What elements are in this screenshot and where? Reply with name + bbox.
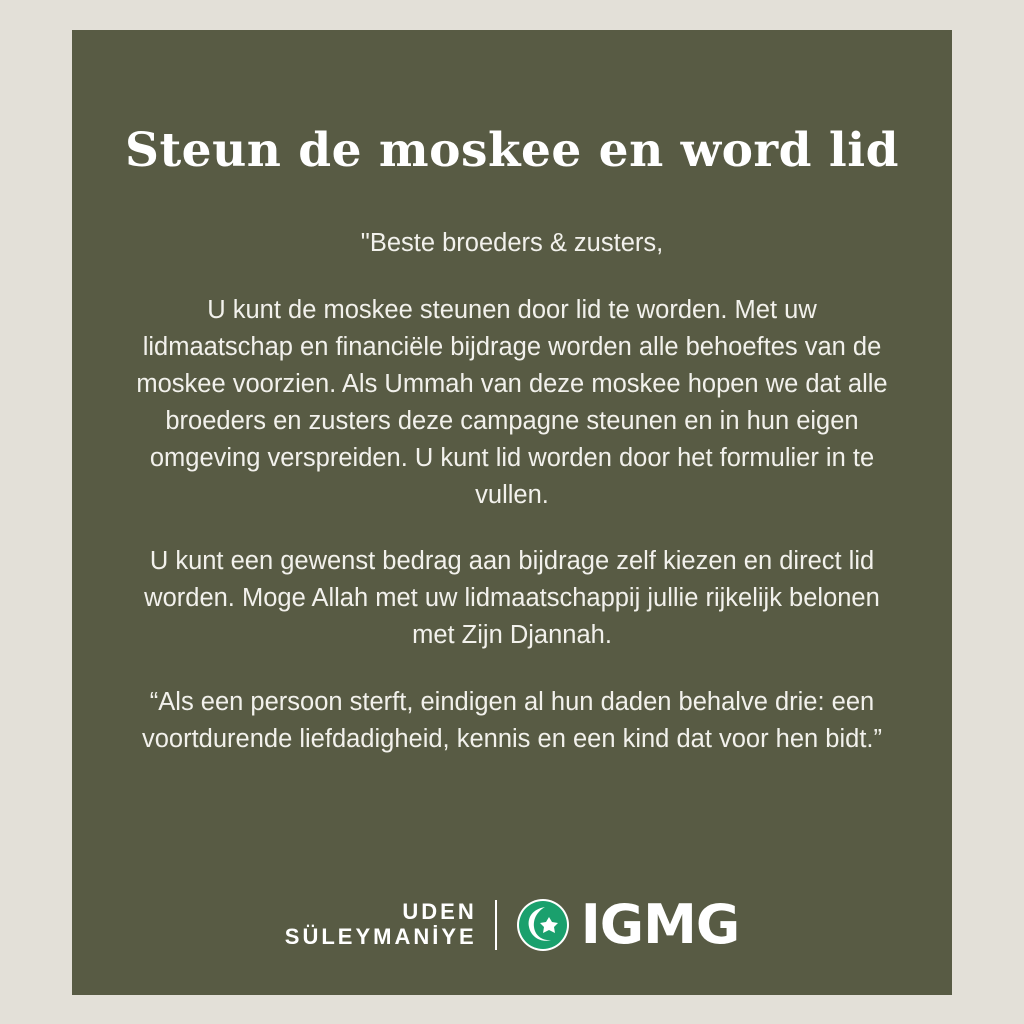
page-title: Steun de moskee en word lid	[125, 123, 899, 178]
body-copy	[72, 177, 952, 759]
mosque-name-line1: UDEN	[402, 899, 477, 925]
footer-divider	[495, 900, 497, 950]
igmg-logo-text: IGMG	[580, 893, 740, 956]
footer-branding	[72, 893, 952, 956]
paragraph-hadith-quote: “Als een persoon sterft, eindigen al hun daden behalve drie: een voortdurende liefdadigheid, kennis en een kind dat voor hen bidt.”	[141, 688, 882, 754]
mosque-name-line2: SÜLEYMANİYE	[284, 924, 477, 949]
paragraph-contribution: U kunt een gewenst bedrag aan bijdrage zelf kiezen en direct lid worden. Moge Allah met uw lidmaatschappij jullie rijkelijk belonen met Zijn Djannah.	[144, 547, 880, 650]
paragraph-membership-info: U kunt de moskee steunen door lid te worden. Met uw lidmaatschap en financiële bijdrage worden alle behoeftes van de moskee voorzien. Als Ummah van deze moskee hopen we dat alle broeders en zusters deze campagne steunen en in hun eigen omgeving verspreiden. U kunt lid worden door het formulier in te vullen.	[136, 295, 888, 509]
igmg-globe-icon	[515, 897, 571, 953]
poster-card	[72, 30, 952, 995]
paragraph-greeting: "Beste broeders & zusters,	[360, 228, 664, 257]
mosque-name	[285, 900, 495, 949]
